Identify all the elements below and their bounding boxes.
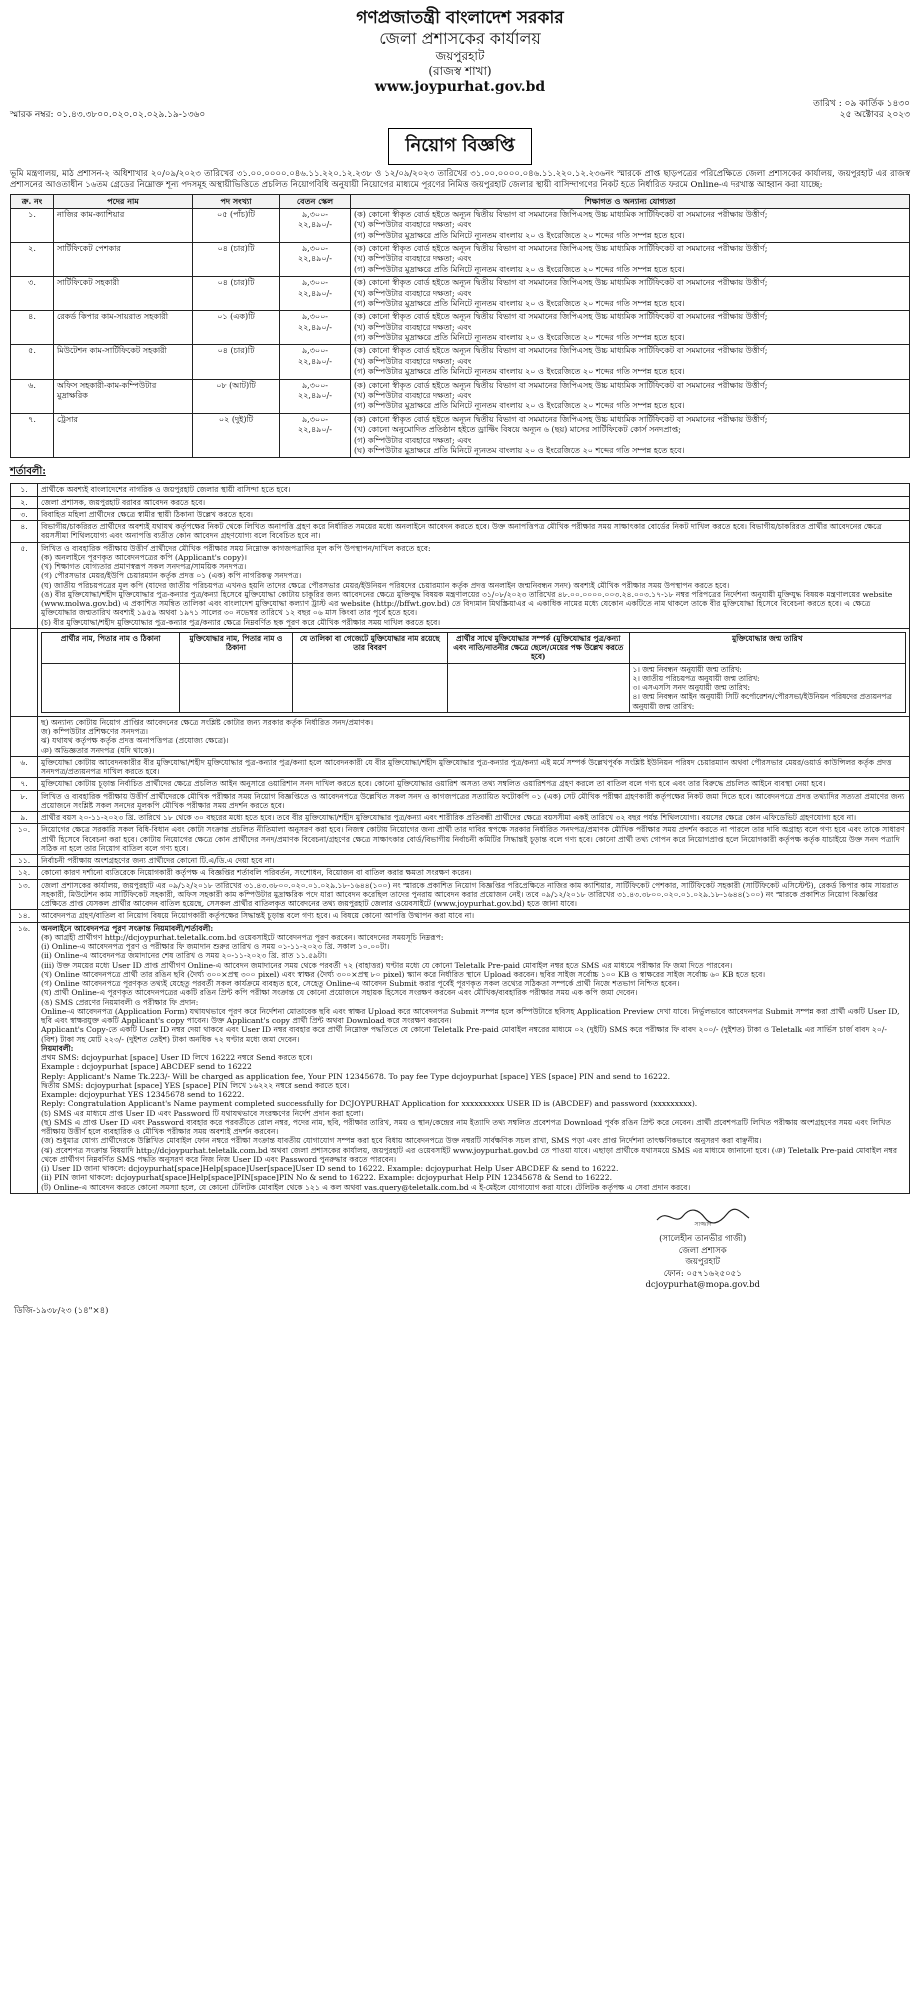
condition-text: আবেদনপত্র গ্রহণ/বাতিল বা নিয়োগ বিষয়ে নিয়োগকারী কর্তৃপক্ষের সিদ্ধান্তই চূড়ান্ত বলে গণ্য হবে। এ বিষয়ে কোনো আপত্তি উত্থাপন করা যাবে না। [38, 910, 910, 922]
post-serial: ৩. [11, 277, 54, 311]
ff-col-ff-name: মুক্তিযোদ্ধার নাম, পিতার নাম ও ঠিকানা [180, 632, 292, 663]
signature-mark [653, 1204, 753, 1228]
condition-row [11, 824, 910, 855]
online-instructions [38, 922, 910, 1193]
online-instruction-line: (চ) SMS এর মাধ্যমে প্রাপ্ত User ID এবং Password টি যথাযথভাবে সংরক্ষণের নির্দেশ প্রদান করা হলো। [41, 1108, 364, 1118]
post-qualification: (ক) কোনো স্বীকৃত বোর্ড হইতে অন্যূন দ্বিতীয় বিভাগ বা সমমানের জিপিএসহ উচ্চ মাধ্যমিক সার্টিফিকেট বা সমমানের পরীক্ষায় উত্তীর্ণ; (খ) কম্পিউটার ব্যবহারে দক্ষতা; এবং (গ) কম্পিউটার মুদ্রাক্ষরে প্রতি মিনিটে ন্যূনতম বাংলায় ২০ ও ইংরেজিতে ২০ শব্দের গতি সম্পন্ন হতে হবে। [351, 242, 910, 276]
condition-number: ১৩. [11, 879, 38, 910]
online-instruction-line: (ii) PIN জানা থাকলে: dcjoypurhat[space]Help[space]PIN[space]PIN No & send to 16222. Example: dcjoypurhat Help PIN 12345678 & Send to 16222. [41, 1173, 612, 1183]
online-instruction-line: (জ) শুধুমাত্র যোগ্য প্রার্থীদেরকে উল্লিখিত মোবাইল ফোন নম্বরে পরীক্ষা সংক্রান্ত যাবতীয় যোগাযোগ সম্পন্ন করা হবে বিধায় আবেদনপত্রে উক্ত নম্বরটি সার্বক্ষণিক সচল রাখা, SMS পড়া এবং প্রাপ্ত নির্দেশনা তাৎক্ষণিকভাবে অনুসরণ করা বাঞ্ছনীয়। [41, 1136, 762, 1146]
condition-number: ১৪. [11, 910, 38, 922]
condition-row [11, 716, 910, 756]
online-instruction-line: (i) User ID জানা থাকলে: dcjoypurhat[space]Help[space]User[space]User ID send to 16222. Example: dcjoypurhat Help User ABCDEF & send to 16222. [41, 1164, 619, 1174]
post-serial: ৭. [11, 413, 54, 458]
intro-paragraph: ভূমি মন্ত্রণালয়, মাঠ প্রশাসন-২ অধিশাখার ২০/০৯/২০২৩ তারিখের ৩১.০০.০০০০.০৪৬.১১.২২০.১২.২৩৮ ও ১২/০৯/২০২৩ তারিখের ৩১.০০.০০০০.০৪৬.১১.২২০.১২.২৩৬নং স্মারকে প্রাপ্ত ছাড়পত্রের পরিপ্রেক্ষিতে জেলা প্রশাসকের কার্যালয়, জয়পুরহাট এর রাজস্ব প্রশাসনের আওতাধীন ১৬তম গ্রেডের নিম্নোক্ত শূন্য পদসমূহ অস্থায়ীভিত্তিতে প্রচলিত নিয়োগবিধি অনুযায়ী নিয়োগের মাধ্যমে পূরণের নিমিত্ত জয়পুরহাট জেলার স্থায়ী বাসিন্দাগণের নিকট হতে নির্ধারিত ফরমে Online-এ দরখাস্ত আহ্বান করা যাচ্ছে: [10, 169, 910, 190]
col-pay-scale: বেতন স্কেল [280, 195, 351, 208]
online-instruction-line: (ঙ) SMS প্রেরণের নিয়মাবলী ও পরীক্ষার ফি প্রদান: [41, 997, 199, 1007]
condition-row [11, 756, 910, 778]
post-row [11, 277, 910, 311]
post-row [11, 379, 910, 413]
print-code: ডিজি-১৯৩৮/২৩ (১৪"×৪) [14, 1305, 109, 1316]
signatory-district: জয়পুরহাট [685, 1257, 721, 1268]
online-instruction-line: (গ) Online আবেদনপত্রে পূরণকৃত তথ্যই যেহেতু পরবর্তী সকল কার্যক্রমে ব্যবহৃত হবে, সেহেতু Online-এ আবেদন Submit করার পূর্বেই পূরণকৃত সকল তথ্যের সঠিকতা সম্পর্কে প্রার্থী নিজে শতভাগ নিশ্চিত হবেন। [41, 979, 680, 989]
ff-list-field[interactable] [292, 663, 448, 712]
ff-relation-field[interactable] [448, 663, 629, 712]
online-instruction-line: (ঘ) প্রার্থী Online-এ পূরণকৃত আবেদনপত্রের একটি রঙিন প্রিন্ট কপি পরীক্ষা সংক্রান্ত যে কোনো প্রয়োজনে সহায়ক হিসেবে সংরক্ষণ করবেন এবং মৌখিক/ব্যবহারিক পরীক্ষার সময় এক কপি জমা দেবেন। [41, 988, 638, 998]
post-row [11, 208, 910, 242]
online-instruction-line: (ছ) SMS এ প্রাপ্ত User ID এবং Password ব্যবহার করে পরবর্তীতে রোল নম্বর, পদের নাম, ছবি, পরীক্ষার তারিখ, সময় ও স্থান/কেন্দ্রের নাম ইত্যাদি তথ্য সম্বলিত প্রবেশপত্র Download পূর্বক রঙিন প্রিন্ট করে নেবেন। প্রার্থী প্রবেশপত্রটি লিখিত পরীক্ষায় অংশগ্রহণের সময় এবং লিখিত পরীক্ষায় উত্তীর্ণ হলে ব্যবহারিক ও মৌখিক পরীক্ষার সময় অবশ্যই প্রদর্শন করবেন। [41, 1117, 892, 1137]
online-instruction-line: Reply: Applicant's Name Tk.223/- Will be charged as application fee, Your PIN 12345678. To pay fee Type dcjoypurhat [space] YES [space] PIN and send to 16222. [41, 1071, 671, 1081]
post-pay-scale: ৯,৩০০- ২২,৪৯০/- [280, 311, 351, 345]
post-qualification: (ক) কোনো স্বীকৃত বোর্ড হইতে অন্যূন দ্বিতীয় বিভাগ বা সমমানের জিপিএসহ উচ্চ মাধ্যমিক সার্টিফিকেট বা সমমানের পরীক্ষায় উত্তীর্ণ; (খ) কম্পিউটার ব্যবহারে দক্ষতা; এবং (গ) কম্পিউটার মুদ্রাক্ষরে প্রতি মিনিটে ন্যূনতম বাংলায় ২০ ও ইংরেজিতে ২০ শব্দের গতি সম্পন্ন হতে হবে। [351, 379, 910, 413]
office-title: জেলা প্রশাসকের কার্যালয় [379, 29, 541, 49]
notice-title: নিয়োগ বিজ্ঞপ্তি [388, 128, 531, 165]
post-row [11, 311, 910, 345]
condition-row [11, 855, 910, 867]
condition-row [11, 484, 910, 496]
post-serial: ৪. [11, 311, 54, 345]
post-qualification: (ক) কোনো স্বীকৃত বোর্ড হইতে অন্যূন দ্বিতীয় বিভাগ বা সমমানের জিপিএসহ উচ্চ মাধ্যমিক সার্টিফিকেট বা সমমানের পরীক্ষায় উত্তীর্ণ; (খ) কম্পিউটার ব্যবহারে দক্ষতা; এবং (গ) কম্পিউটার মুদ্রাক্ষরে প্রতি মিনিটে ন্যূনতম বাংলায় ২০ ও ইংরেজিতে ২০ শব্দের গতি সম্পন্ন হতে হবে। [351, 311, 910, 345]
website-link[interactable]: www.joypurhat.gov.bd [374, 79, 546, 96]
condition-text: কোনো কারণ দর্শানো ব্যতিরেকে নিয়োগকারী কর্তৃপক্ষ এ বিজ্ঞপ্তির শর্তাবলি পরিবর্তন, সংশোধন, বিয়োজন বা বাতিল করার ক্ষমতা সংরক্ষণ করেন। [38, 867, 910, 879]
post-pay-scale: ৯,৩০০- ২২,৪৯০/- [280, 208, 351, 242]
signature-area [10, 1204, 910, 1324]
online-instruction-line: প্রথম SMS: dcjoypurhat [space] User ID লিখে 16222 নম্বরে Send করতে হবে। [41, 1053, 313, 1063]
condition-row [11, 790, 910, 812]
post-name: সার্টিফিকেট সহকারী [54, 277, 193, 311]
ff-birth-items: ১। জন্ম নিবন্ধন অনুযায়ী জন্ম তারিখ: ২। জাতীয় পরিচয়পত্র অনুযায়ী জন্ম তারিখ: ৩। এসএসসি সনদ অনুযায়ী জন্ম তারিখ: ৪। জন্ম নিবন্ধন আইন অনুযায়ী সিটি কর্পোরেশন/পৌরসভা/ইউনিয়ন পরিষদের প্রত্যয়নপত্র অনুযায়ী জন্ম তারিখ: [629, 663, 906, 712]
online-instruction-line: Example: dcjoypurhat YES 12345678 send to 16222. [41, 1090, 245, 1100]
condition-number: ৭. [11, 778, 38, 790]
condition-row [11, 778, 910, 790]
post-pay-scale: ৯,৩০০- ২২,৪৯০/- [280, 413, 351, 458]
condition-text: বিবাহিত মহিলা প্রার্থীদের ক্ষেত্রে স্বামীর স্থায়ী ঠিকানা উল্লেখ করতে হবে। [38, 508, 910, 520]
conditions-title: শর্তাবলী: [10, 466, 46, 478]
online-instruction-line: Example : dcjoypurhat [space] ABCDEF send to 16222 [41, 1062, 252, 1072]
condition-text: নিয়োগের ক্ষেত্রে সরকারি সকল বিধি-বিধান এবং কোটা সংক্রান্ত প্রচলিত নীতিমালা অনুসরণ করা হবে। নিজস্ব কোটায় নিয়োগের জন্য প্রার্থী তার দাবির স্বপক্ষে সরকার নির্ধারিত সনদপত্র/প্রমাণক মৌখিক পরীক্ষার সময় প্রদর্শন করতে না পারলে তার দাবি অগ্রাহ্য বলে গণ্য হবে এবং তাকে সাধারণ প্রার্থী হিসেবে বিবেচনা করা হবে। কোটায় নিয়োগের ক্ষেত্রে কোন প্রার্থীদের সনদ/প্রমাণক বিবেচনা/গ্রহণের ক্ষেত্রে সাক্ষাৎকার বোর্ড/বিভাগীয় নির্বাচনী কমিটির সিদ্ধান্তই চূড়ান্ত বলে গণ্য হবে। কোনো প্রার্থী তথ্য গোপন করে নিয়োগপ্রাপ্ত হলে নিয়োগকারী কর্তৃপক্ষ কর্তৃক যাচাইয়ে উক্ত সনদ পত্রাদি সঠিক না হলে তার নিয়োগ বাতিল বলে গণ্য হবে। [38, 824, 910, 855]
online-instruction-line: Online-এ আবেদনপত্র (Application Form) যথাযথভাবে পূরণ করে নির্দেশনা মোতাবেক ছবি এবং স্বাক্ষর Upload করে আবেদনপত্র Submit সম্পন্ন হলে কম্পিউটারে ছবিসহ Application Preview দেখা যাবে। নির্ভুলভাবে আবেদনপত্র Submit সম্পন্ন করা প্রার্থী একটি User ID, ছবি এবং স্বাক্ষরযুক্ত একটি Applicant's copy পাবেন। উক্ত Applicant's copy প্রার্থী প্রিন্ট অথবা Download করে সংরক্ষণ করবেন। [41, 1006, 900, 1026]
post-pay-scale: ৯,৩০০- ২২,৪৯০/- [280, 379, 351, 413]
ff-col-relation: প্রার্থীর সাথে মুক্তিযোদ্ধার সম্পর্ক (মুক্তিযোদ্ধার পুত্র/কন্যা এবং নাতি/নাতনীর ক্ষেত্রে ছেলে/মেয়ের পক্ষ উল্লেখ করতে হবে) [448, 632, 629, 663]
date-label: তারিখ : [813, 98, 842, 109]
online-instruction-line: Applicant's Copy-তে একটি User ID নম্বর দেয়া থাকবে এবং User ID নম্বর ব্যবহার করে প্রার্থী নিম্নোক্ত পদ্ধতিতে যে কোনো Teletalk Pre-paid মোবাইল নম্বরের মাধ্যমে ০২ (দুইটি) SMS করে পরীক্ষার ফি বাবদ ২০০/- (দুইশত) টাকা ও Teletalk এর সার্ভিস চার্জ বাবদ ২০/- (বিশ) টাকা সহ মোট ২২৩/- (দুইশত তেইশ) টাকা অনধিক ৭২ ঘণ্টার মধ্যে জমা দেবেন। [41, 1025, 887, 1044]
condition-number: ৮. [11, 790, 38, 812]
online-instruction-line: (ট) Online-এ আবেদন করতে কোনো সমস্যা হলে, যে কোনো টেলিটক মোবাইল থেকে ১২১ এ কল অথবা vas.query@teletalk.com.bd এ ই-মেইলে যোগাযোগ করা যাবে। টেলিটক কর্তৃপক্ষ এ সেবা প্রদান করবে। [41, 1182, 691, 1192]
post-count: ০৪ (চার)টি [193, 345, 280, 379]
letterhead [10, 8, 910, 97]
ff-applicant-field[interactable] [42, 663, 180, 712]
online-instruction-line: অনলাইনে আবেদনপত্র পূরণ সংক্রান্ত নিয়মাবলী/শর্তাবলী: [41, 923, 214, 933]
memo-number: স্মারক নম্বর: ০১.৪৩.৩৮০০.০২০.০২.০২৯.১৯-১৩৬০ [10, 110, 206, 121]
post-name: মিউটেশন কাম-সার্টিফিকেট সহকারী [54, 345, 193, 379]
post-serial: ৫. [11, 345, 54, 379]
condition-row [11, 508, 910, 520]
online-instruction-line: নিয়মাবলী: [41, 1043, 74, 1053]
col-post-count: পদ সংখ্যা [193, 195, 280, 208]
online-instructions-row [11, 922, 910, 1193]
online-instruction-line: (ক) আগ্রহী প্রার্থীগণ http://dcjoypurhat.teletalk.com.bd ওয়েবসাইটে আবেদনপত্র পূরণ করবেন। আবেদনের সময়সূচি নিম্নরূপ: [41, 932, 444, 942]
post-serial: ১. [11, 208, 54, 242]
post-count: ০৫ (পাঁচ)টি [193, 208, 280, 242]
condition-number: ৫. [11, 542, 38, 628]
condition-row [11, 542, 910, 628]
post-count: ০৮ (আট)টি [193, 379, 280, 413]
posts-table [10, 194, 910, 458]
ff-name-field[interactable] [180, 663, 292, 712]
post-qualification: (ক) কোনো স্বীকৃত বোর্ড হইতে অন্যূন দ্বিতীয় বিভাগ বা সমমানের জিপিএসহ উচ্চ মাধ্যমিক সার্টিফিকেট বা সমমানের পরীক্ষায় উত্তীর্ণ; (খ) কোনো অনুমোদিত প্রতিষ্ঠান হইতে ড্রাফ্টিং বিষয়ে অন্যূন ৬ (ছয়) মাসের সার্টিফিকেট কোর্স সনদপ্রাপ্ত; (গ) কম্পিউটার ব্যবহারে দক্ষতা; এবং (ঘ) কম্পিউটার মুদ্রাক্ষরে প্রতি মিনিটে ন্যূনতম বাংলায় ২০ ও ইংরেজিতে ২০ শব্দের গতি সম্পন্ন হতে হবে। [351, 413, 910, 458]
condition-text: প্রার্থীকে অবশ্যই বাংলাদেশের নাগরিক ও জয়পুরহাট জেলার স্থায়ী বাসিন্দা হতে হবে। [38, 484, 910, 496]
signature-text: সাজ্জাদ [694, 1220, 712, 1228]
condition-text: জেলা প্রশাসক, জয়পুরহাট বরাবর আবেদন করতে হবে। [38, 496, 910, 508]
post-qualification: (ক) কোনো স্বীকৃত বোর্ড হইতে অন্যূন দ্বিতীয় বিভাগ বা সমমানের জিপিএসহ উচ্চ মাধ্যমিক সার্টিফিকেট বা সমমানের পরীক্ষায় উত্তীর্ণ; (খ) কম্পিউটার ব্যবহারে দক্ষতা; এবং (গ) কম্পিউটার মুদ্রাক্ষরে প্রতি মিনিটে ন্যূনতম বাংলায় ২০ ও ইংরেজিতে ২০ শব্দের গতি সম্পন্ন হতে হবে। [351, 345, 910, 379]
post-serial: ৬. [11, 379, 54, 413]
post-row [11, 345, 910, 379]
condition-number: ৯. [11, 812, 38, 824]
condition-text: নির্বাচনী পরীক্ষায় অংশগ্রহণের জন্য প্রার্থীদের কোনো টি.এ/ডি.এ দেয়া হবে না। [38, 855, 910, 867]
gov-title: গণপ্রজাতন্ত্রী বাংলাদেশ সরকার [356, 8, 564, 28]
signature-block [645, 1204, 760, 1292]
online-instruction-line: (i) Online-এ আবেদনপত্র পূরণ ও পরীক্ষার ফি জমাদান শুরুর তারিখ ও সময় ০১-১১-২০২৩ খ্রি. সকাল ১০.০০টা। [41, 942, 390, 952]
post-count: ০২ (দুই)টি [193, 413, 280, 458]
col-qualification: শিক্ষাগত ও অন্যান্য যোগ্যতা [351, 195, 910, 208]
condition-number: ১১. [11, 855, 38, 867]
post-qualification: (ক) কোনো স্বীকৃত বোর্ড হইতে অন্যূন দ্বিতীয় বিভাগ বা সমমানের জিপিএসহ উচ্চ মাধ্যমিক সার্টিফিকেট বা সমমানের পরীক্ষায় উত্তীর্ণ; (খ) কম্পিউটার ব্যবহারে দক্ষতা; এবং (গ) কম্পিউটার মুদ্রাক্ষরে প্রতি মিনিটে ন্যূনতম বাংলায় ২০ ও ইংরেজিতে ২০ শব্দের গতি সম্পন্ন হতে হবে। [351, 208, 910, 242]
post-pay-scale: ৯,৩০০- ২২,৪৯০/- [280, 277, 351, 311]
col-post-name: পদের নাম [54, 195, 193, 208]
branch-name: (রাজস্ব শাখা) [428, 64, 492, 79]
signatory-designation: জেলা প্রশাসক [678, 1245, 727, 1256]
signatory-name: (সালেহীন তানভীর গাজী) [659, 1234, 747, 1245]
condition-text: মুক্তিযোদ্ধা কোটায় চূড়ান্ত নির্বাচিত প্রার্থীদের ক্ষেত্রে প্রচলিত আইন অনুসারে ওয়ারিশান সনদ দাখিল করতে হবে। কোনো মুক্তিযোদ্ধার ওয়ারিশ অসত্য তথ্য সম্বলিত ওয়ারিশপত্র গ্রহণ করলে তা বাতিল বলে গণ্য হবে এবং তার বিরুদ্ধে প্রচলিত আইনে ব্যবস্থা নেয়া হবে। [38, 778, 910, 790]
memo-row [10, 99, 910, 122]
condition-text: লিখিত ও ব্যবহারিক পরীক্ষায় উত্তীর্ণ প্রার্থীদের মৌখিক পরীক্ষার সময় নিম্নোক্ত কাগজপত্রাদির মূল কপি উপস্থাপন/দাখিল করতে হবে: (ক) অনলাইনে পূরণকৃত আবেদনপত্রের কপি (Applicant's copy)। (খ) শিক্ষাগত যোগ্যতার প্রমাণস্বরূপ সকল সনদপত্র/সাময়িক সনদপত্র। (গ) পৌরসভার মেয়র/ইউপি চেয়ারম্যান কর্তৃক প্রদত্ত ০১ (এক) কপি নাগরিকত্ব সনদপত্র। (ঘ) জাতীয় পরিচয়পত্রের মূল কপি (যাদের জাতীয় পরিচয়পত্র এখনও হয়নি তাদের ক্ষেত্রে পৌরসভার মেয়র/ইউনিয়ন পরিষদের চেয়ারম্যান কর্তৃক প্রদত্ত অনলাইন জন্মনিবন্ধন সনদ) অবশ্যই মৌখিক পরীক্ষার সময় উপস্থাপন করতে হবে। (ঙ) বীর মুক্তিযোদ্ধা/শহীদ মুক্তিযোদ্ধার পুত্র-কন্যার পুত্র/কন্যা হিসেবে মুক্তিযোদ্ধা কোটায় চাকুরির জন্য আবেদনের ক্ষেত্রে মুক্তিযুদ্ধ বিষয়ক মন্ত্রণালয়ের ৩১/০৮/২০২৩ তারিখের ৪৮.০০.০০০০.০০৩.২৪.০০৩.১৭-১৮ নম্বর পরিপত্রের নির্দেশনা অনুযায়ী মুক্তিযুদ্ধ বিষয়ক মন্ত্রণালয়ের website (www.molwa.gov.bd) এ প্রকাশিত সমন্বিত তালিকা এবং বাংলাদেশ মুক্তিযোদ্ধা কল্যাণ ট্রাস্ট এর website (http://bffwt.gov.bd) তে বিদ্যমান মিথস্ক্রিয়াএর এ একাধিক নামের মধ্যে যেকোন একটিতে নাম থাকলে তাকে বীর মুক্তিযোদ্ধা হিসেবে বিবেচনা করতে হবে। এ ক্ষেত্রে মুক্তিযোদ্ধার জন্মতারিখ অবশ্যই ১৯৫৯ অথবা ১৯৭১ সালের ৩০ নভেম্বর তারিখে ১২ বছর ০৬ মাস কিংবা তার পূর্বে হতে হবে। (চ) বীর মুক্তিযোদ্ধা/শহীদ মুক্তিযোদ্ধার পুত্র-কন্যার পুত্র/কন্যার ক্ষেত্রে নিম্নবর্ণিত ছক পূরণ করে মৌখিক পরীক্ষার সময় দাখিল করতে হবে। [38, 542, 910, 628]
condition-row [11, 867, 910, 879]
post-pay-scale: ৯,৩০০- ২২,৪৯০/- [280, 345, 351, 379]
condition-number: ১. [11, 484, 38, 496]
posts-header-row [11, 195, 910, 208]
online-instruction-line: (খ) Online আবেদনপত্রে প্রার্থী তার রঙিন ছবি (দৈর্ঘ্য ৩০০×প্রস্থ ৩০০ pixel) এবং স্বাক্ষর (দৈর্ঘ্য ৩০০×প্রস্থ ৮০ pixel) স্ক্যান করে নির্ধারিত স্থানে Upload করবেন। ছবির সাইজ সর্বোচ্চ ১০০ KB ও স্বাক্ষরের সাইজ সর্বোচ্চ ৬০ KB হতে হবে। [41, 969, 766, 979]
post-name: সার্টিফিকেট পেশকার [54, 242, 193, 276]
post-name: নাজির কাম-ক্যাশিয়ার [54, 208, 193, 242]
freedom-fighter-form-row [11, 628, 910, 716]
online-instruction-line: Reply: Congratulation Applicant's Name payment completed successfully for DCJOYPURHAT Application for xxxxxxxxxx USER ID is (ABCDEF) and password (xxxxxxxxx). [41, 1099, 698, 1109]
signatory-phone: ফোন: ০৫৭১৬২৫০৫১ [663, 1268, 742, 1279]
post-name: ট্রেসার [54, 413, 193, 458]
condition-number [11, 716, 38, 756]
condition-text: বিভাগীয়/চাকরিরত প্রার্থীদের অবশ্যই যথাযথ কর্তৃপক্ষের নিকট থেকে লিখিত অনাপত্তি গ্রহণ করে নির্ধারিত সময়ের মধ্যে অনলাইনে আবেদন করতে হবে। উক্ত অনাপত্তিপত্র মৌখিক পরীক্ষার সময় সাক্ষাৎকার বোর্ডের নিকট দাখিল করতে হবে। বিভাগীয়/চাকরিরত প্রার্থীর আবেদনের ক্ষেত্রে বয়সসীমা শিথিলযোগ্য এবং অনাপত্তি ব্যতীত কোন আবেদন গ্রহণযোগ্য বলে বিবেচিত হবে না। [38, 521, 910, 543]
post-count: ০৪ (চার)টি [193, 277, 280, 311]
condition-row [11, 812, 910, 824]
freedom-fighter-form [41, 632, 906, 713]
ff-col-applicant: প্রার্থীর নাম, পিতার নাম ও ঠিকানা [42, 632, 180, 663]
post-serial: ২. [11, 242, 54, 276]
condition-number: ২. [11, 496, 38, 508]
condition-text: লিখিত ও ব্যবহারিক পরীক্ষায় উত্তীর্ণ প্রার্থীদেরকে মৌখিক পরীক্ষার সময় নিয়োগ বিজ্ঞপ্তিতে ও আবেদনপত্রে উল্লেখিত সকল সনদ ও কাগজপত্রের সত্যায়িত ফটোকপি ০১ (এক) সেট মৌখিক পরীক্ষা গ্রহণকারী কর্তৃপক্ষের নিকট জমা দিতে হবে। আবেদনপত্রে প্রদত্ত তথ্যাদির সত্যতা প্রমাণের জন্য প্রয়োজনে সংশ্লিষ্ট সকল সনদের মূলকপি মৌখিক পরীক্ষার সময় প্রদর্শন করতে হবে। [38, 790, 910, 812]
online-instruction-line: দ্বিতীয় SMS: dcjoypurhat [space] YES [space] PIN লিখে ১৬২২২ নম্বরে send করতে হবে। [41, 1080, 350, 1090]
condition-number: ৩. [11, 508, 38, 520]
post-row [11, 242, 910, 276]
online-instruction-line: (ii) Online-এ আবেদনপত্র জমাদানের শেষ তারিখ ও সময় ২০-১১-২০২৩ খ্রি. রাত ১১.৫৯টা। [41, 951, 327, 961]
post-count: ০১ (এক)টি [193, 311, 280, 345]
condition-row [11, 879, 910, 910]
page [10, 0, 910, 1324]
online-instruction-line: (ঝ) প্রবেশপত্র সংক্রান্ত বিষয়াদি http://dcjoypurhat.teletalk.com.bd অথবা জেলা প্রশাসকের কার্যালয়, জয়পুরহাট এর ওয়েবসাইট www.joypurhat.gov.bd তে পাওয়া যাবে। এছাড়া প্রার্থীকে যথাসময়ে SMS এর মাধ্যমে জানানো হবে। (ঞ) Teletalk Pre-paid মোবাইল নম্বর থেকে প্রার্থীগণ নিম্নবর্ণিত SMS পদ্ধতি অনুসরণ করে নিজ নিজ User ID এবং Password পুনরুদ্ধার করতে পারবেন। [41, 1145, 898, 1164]
condition-text: মুক্তিযোদ্ধা কোটায় আবেদনকারীর বীর মুক্তিযোদ্ধা/শহীদ মুক্তিযোদ্ধার পুত্র-কন্যার পুত্র/কন্যা হলে আবেদনকারী যে বীর মুক্তিযোদ্ধা/শহীদ মুক্তিযোদ্ধার পুত্র-কন্যার পুত্র/কন্যা এই মর্মে সম্পর্ক উল্লেখপূর্বক সংশ্লিষ্ট ইউনিয়ন পরিষদ চেয়ারম্যান অথবা পৌরসভার মেয়র/ওয়ার্ড কাউন্সিলর কর্তৃক প্রদত্ত সনদপত্র/প্রত্যয়নপত্র দাখিল করতে হবে। [38, 756, 910, 778]
memo-date [813, 99, 910, 122]
condition-number: ৬. [11, 756, 38, 778]
post-row [11, 413, 910, 458]
col-serial: ক্র. নং [11, 195, 54, 208]
post-name: রেকর্ড কিপার কাম-সায়রাত সহকারী [54, 311, 193, 345]
condition-number: ৪. [11, 521, 38, 543]
condition-text: জেলা প্রশাসকের কার্যালয়, জয়পুরহাট এর ০৯/১২/২০১৮ তারিখের ৩১.৪৩.৩৮০০.০২০.০১.০২৯.১৮-১৬৪৪(১০০) নং স্মারকে প্রকাশিত নিয়োগ বিজ্ঞপ্তির পরিপ্রেক্ষিতে নাজির কাম ক্যাশিয়ার, সার্টিফিকেট পেশকার, সার্টিফিকেট সহকারী (সার্টিফিকেট এসিস্টেন্ট), রেকর্ড কিপার কাম সায়রাত সহকারী, মিউটেশন কাম সার্টিফিকেট সহকারী, অফিস সহকারী কাম কম্পিউটার মুদ্রাক্ষরিক পদে যারা আবেদন করেছিল তাদের পুনরায় আবেদন করার প্রয়োজন নেই। তবে ০৯/১২/২০১৮ তারিখের ৩১.৪৩.৩৮০০.০২০.০১.০২৯.১৮-১৬৪৪(১০০) নং স্মারকে প্রকাশিত নিয়োগ বিজ্ঞপ্তির প্রেক্ষিতে প্রাপ্ত যেসকল প্রার্থীর আবেদন বাতিল হয়েছে, সেসকল প্রার্থীর বাতিলকৃত আবেদনের তথ্য জয়পুরহাট জেলার ওয়েবসাইটে (www.joypurhat.gov.bd) হতে জানা যাবে। [38, 879, 910, 910]
date-bangla: ০৯ কার্তিক ১৪৩০ [844, 98, 910, 109]
online-instruction-line: (iii) উক্ত সময়ের মধ্যে User ID প্রাপ্ত প্রার্থীগণ Online-এ আবেদন জমাদানের সময় থেকে পরবর্তী ৭২ (বাহাত্তর) ঘণ্টার মধ্যে যে কোনো Teletalk Pre-paid মোবাইল নম্বর হতে SMS এর মাধ্যমে পরীক্ষার ফি জমা দিতে পারবেন। [41, 960, 733, 970]
condition-number: ১০. [11, 824, 38, 855]
condition-number: ১২. [11, 867, 38, 879]
post-name: অফিস সহকারী-কাম-কম্পিউটার মুদ্রাক্ষরিক [54, 379, 193, 413]
ff-col-list: যে তালিকা বা গেজেটে মুক্তিযোদ্ধার নাম রয়েছে তার বিবরণ [292, 632, 448, 663]
post-qualification: (ক) কোনো স্বীকৃত বোর্ড হইতে অন্যূন দ্বিতীয় বিভাগ বা সমমানের জিপিএসহ উচ্চ মাধ্যমিক সার্টিফিকেট বা সমমানের পরীক্ষায় উত্তীর্ণ; (খ) কম্পিউটার ব্যবহারে দক্ষতা; এবং (গ) কম্পিউটার মুদ্রাক্ষরে প্রতি মিনিটে ন্যূনতম বাংলায় ২০ ও ইংরেজিতে ২০ শব্দের গতি সম্পন্ন হতে হবে। [351, 277, 910, 311]
post-pay-scale: ৯,৩০০- ২২,৪৯০/- [280, 242, 351, 276]
condition-row [11, 521, 910, 543]
ff-col-birth: মুক্তিযোদ্ধার জন্ম তারিখ [629, 632, 906, 663]
date-english: ২৫ অক্টোবর ২০২৩ [839, 110, 910, 121]
condition-number: ১৬. [11, 922, 38, 1193]
condition-text: প্রার্থীর বয়স ২০-১১-২০২৩ খ্রি. তারিখে ১৮ থেকে ৩০ বছরের মধ্যে হতে হবে। তবে বীর মুক্তিযোদ্ধা/শহীদ মুক্তিযোদ্ধার পুত্র/কন্যা এবং শারীরিক প্রতিবন্ধী প্রার্থীদের ক্ষেত্রে বয়সসীমা একই তারিখে ৩২ বছর পর্যন্ত শিথিলযোগ্য। বয়সের ক্ষেত্রে কোন এফিডেভিট গ্রহণযোগ্য হবে না। [38, 812, 910, 824]
condition-row [11, 910, 910, 922]
post-count: ০৪ (চার)টি [193, 242, 280, 276]
signatory-email[interactable]: dcjoypurhat@mopa.gov.bd [645, 1280, 760, 1291]
condition-row [11, 496, 910, 508]
condition-text: ছ) অন্যান্য কোটায় নিয়োগ প্রাপ্তির আবেদনের ক্ষেত্রে সংশ্লিষ্ট কোটার জন্য সরকার কর্তৃক নির্ধারিত সনদ/প্রমাণক। জ) কম্পিউটার প্রশিক্ষণের সনদপত্র। ঝ) যথাযথ কর্তৃপক্ষ কর্তৃক প্রদত্ত অনাপত্তিপত্র (প্রযোজ্য ক্ষেত্রে)। ঞ) অভিজ্ঞতার সনদপত্র (যদি থাকে)। [38, 716, 910, 756]
district-name: জয়পুরহাট [435, 49, 485, 64]
conditions-table [10, 483, 910, 1194]
